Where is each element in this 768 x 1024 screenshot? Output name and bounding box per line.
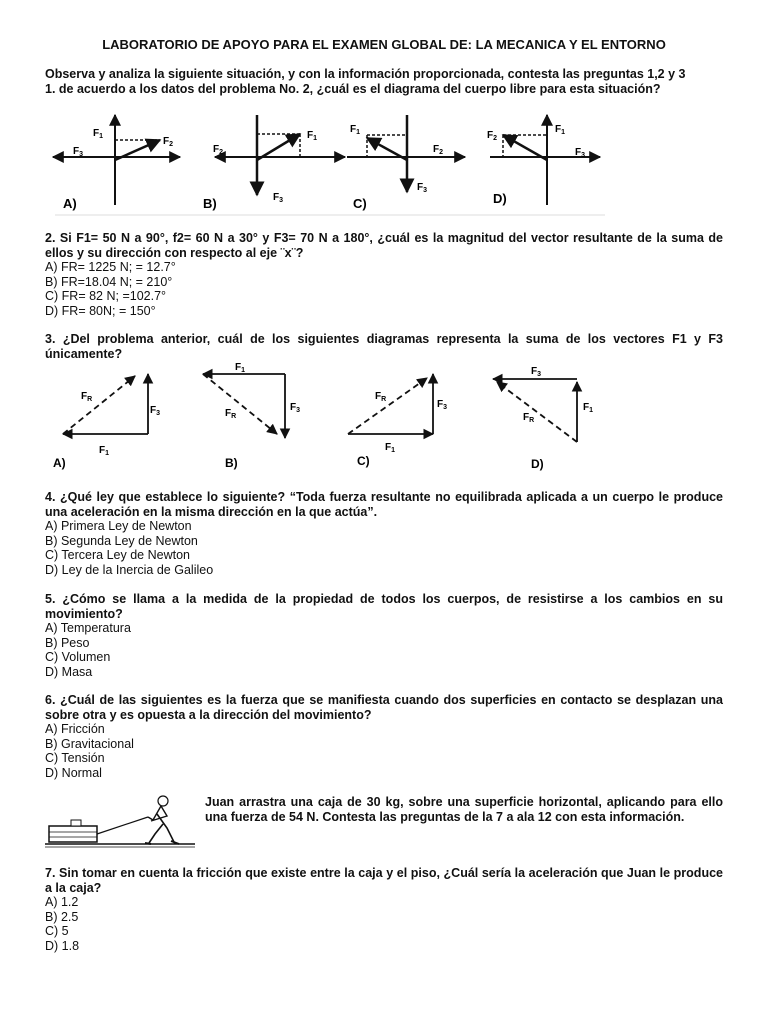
question-7: [45, 866, 723, 953]
q1b-label: B): [203, 196, 217, 211]
q1-diagram-c: [347, 115, 465, 211]
q2-option-b[interactable]: B) FR=18.04 N; = 210°: [45, 274, 173, 289]
juan-problem-statement: Juan arrastra una caja de 30 kg, sobre una superficie horizontal, aplicando para ello una fuerza de 54 N. Contesta las preguntas de la 7 a ala 12 con esta información.: [205, 795, 723, 824]
q3d-f1: $F_1$: [583, 402, 594, 414]
q3a-fr: $F_R$: [81, 391, 93, 403]
q3-diagram-d: [493, 366, 593, 471]
q1-diagram-a: [53, 115, 180, 211]
q5-option-d[interactable]: D) Masa: [45, 664, 93, 679]
q3c-f1: $F_1$: [385, 442, 396, 454]
q2-option-d[interactable]: D) FR= 80N; = 150°: [45, 303, 156, 318]
q3-diagrams: [45, 362, 605, 474]
question-2-text: 2. Si F1= 50 N a 90°, f2= 60 N a 30° y F3= 70 N a 180°, ¿cuál es la magnitud del vector resultante de la suma de ellos y su dirección con respecto al eje ¨x¨?: [45, 231, 723, 260]
q5-option-c[interactable]: C) Volumen: [45, 650, 111, 664]
q5-option-a[interactable]: A) Temperatura: [45, 621, 131, 635]
q2-option-c[interactable]: C) FR= 82 N; =102.7°: [45, 289, 167, 303]
q3a-label: A): [53, 456, 66, 470]
q4-option-a[interactable]: A) Primera Ley de Newton: [45, 519, 192, 533]
q7-option-a[interactable]: A) 1.2: [45, 895, 79, 909]
q1d-f3: $F_3$: [575, 147, 586, 159]
question-6-text: 6. ¿Cuál de las siguientes es la fuerza que se manifiesta cuando dos superficies en contacto se desplazan una sobre otra y es opuesta a la dirección del movimiento?: [45, 693, 723, 722]
q3d-fr: $F_R$: [523, 412, 535, 424]
q1a-f1: $F_1$: [93, 128, 104, 140]
q7-option-b[interactable]: B) 2.5: [45, 909, 79, 924]
q1d-f1: $F_1$: [555, 124, 566, 136]
q1d-label: D): [493, 191, 507, 206]
q1-diagram-b: [203, 115, 345, 211]
q1a-f2: $F_2$: [163, 136, 174, 148]
juan-dragging-box-illustration: [45, 792, 195, 852]
q1-diagrams: [45, 110, 605, 216]
question-7-text: 7. Sin tomar en cuenta la fricción que existe entre la caja y el piso, ¿Cuál sería la aceleración que Juan le produce a la caja?: [45, 866, 723, 895]
q1a-f3: $F_3$: [73, 146, 84, 158]
q1c-f2: $F_2$: [433, 144, 444, 156]
intro-text: Observa y analiza la siguiente situación, y con la información proporcionada, contesta las preguntas 1,2 y 3: [45, 67, 686, 81]
q6-option-c[interactable]: C) Tensión: [45, 751, 105, 765]
q6-option-a[interactable]: A) Fricción: [45, 722, 105, 736]
q1b-f2: $F_2$: [213, 144, 224, 156]
q3-diagram-a: [53, 374, 160, 470]
q1c-f1: $F_1$: [350, 124, 361, 136]
q1b-f3: $F_3$: [273, 192, 284, 204]
q3a-f3: $F_3$: [150, 405, 161, 417]
question-5: [45, 592, 723, 679]
q1c-f3: $F_3$: [417, 182, 428, 194]
q7-option-c[interactable]: C) 5: [45, 924, 69, 938]
q1-diagram-d: [487, 115, 600, 206]
q1a-label: A): [63, 196, 77, 211]
q2-option-a[interactable]: A) FR= 1225 N; = 12.7°: [45, 260, 176, 274]
q3c-f3: $F_3$: [437, 399, 448, 411]
q3-diagram-b: [203, 362, 300, 470]
question-6: [45, 693, 723, 780]
q5-option-b[interactable]: B) Peso: [45, 635, 90, 650]
q4-option-b[interactable]: B) Segunda Ley de Newton: [45, 533, 198, 548]
question-4: [45, 490, 723, 577]
question-3-text: 3. ¿Del problema anterior, cuál de los siguientes diagramas representa la suma de los vectores F1 y F3 únicamente?: [45, 332, 723, 361]
question-3: [45, 332, 723, 361]
q3d-label: D): [531, 457, 544, 471]
page-title: LABORATORIO DE APOYO PARA EL EXAMEN GLOBAL DE: LA MECANICA Y EL ENTORNO: [102, 37, 666, 52]
q1c-label: C): [353, 196, 367, 211]
question-5-text: 5. ¿Cómo se llama a la medida de la propiedad de todos los cuerpos, de resistirse a los cambios en su movimiento?: [45, 592, 723, 621]
q7-option-d[interactable]: D) 1.8: [45, 938, 80, 953]
q3c-label: C): [357, 454, 370, 468]
question-2: [45, 231, 723, 318]
intro: [45, 67, 723, 96]
q4-option-c[interactable]: C) Tercera Ley de Newton: [45, 548, 190, 562]
q3b-label: B): [225, 456, 238, 470]
q3a-f1: $F_1$: [99, 445, 110, 457]
q6-option-d[interactable]: D) Normal: [45, 765, 102, 780]
q3c-fr: $F_R$: [375, 391, 387, 403]
q1d-f2: $F_2$: [487, 130, 498, 142]
q3b-f3: $F_3$: [290, 402, 301, 414]
q3b-fr: $F_R$: [225, 408, 237, 420]
q3d-f3: $F_3$: [531, 366, 542, 378]
q6-option-b[interactable]: B) Gravitacional: [45, 736, 134, 751]
q1b-f1: $F_1$: [307, 130, 318, 142]
question-4-text: 4. ¿Qué ley que establece lo siguiente? “Toda fuerza resultante no equilibrada aplicada a un cuerpo le produce una aceleración en la misma dirección en la que actúa”.: [45, 490, 723, 519]
q3b-f1: $F_1$: [235, 362, 246, 374]
question-1-text: 1. de acuerdo a los datos del problema No. 2, ¿cuál es el diagrama del cuerpo libre para esta situación?: [45, 81, 661, 96]
q3-diagram-c: [348, 374, 447, 468]
q4-option-d[interactable]: D) Ley de la Inercia de Galileo: [45, 562, 214, 577]
